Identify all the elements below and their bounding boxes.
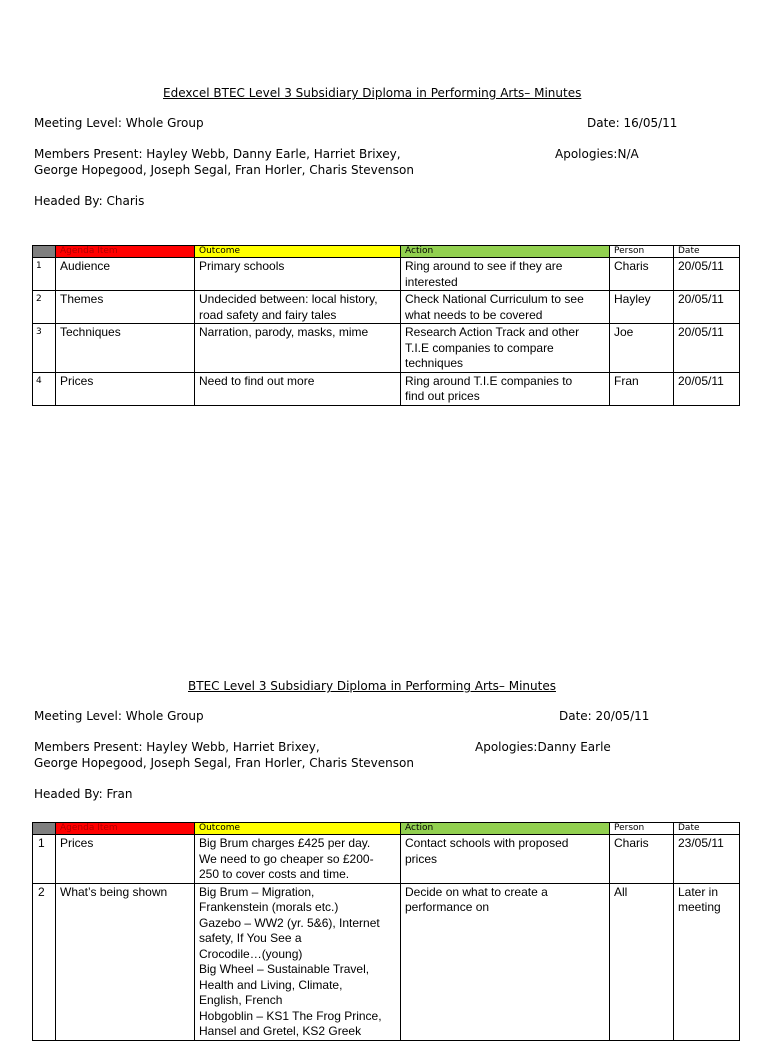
row-number: 2: [33, 291, 56, 324]
minutes-1-members-line-2: George Hopegood, Joseph Segal, Fran Horler, Charis Stevenson: [34, 163, 414, 177]
action-cell: [401, 291, 610, 324]
outcome-line: Primary schools: [199, 259, 285, 273]
outcome-cell: [195, 372, 401, 405]
agenda-item-cell: Audience: [56, 258, 195, 291]
agenda-item-cell: Themes: [56, 291, 195, 324]
person-cell: Charis: [610, 258, 674, 291]
date-line: Later in: [678, 884, 719, 899]
table-header-row: [33, 823, 740, 835]
table-row: [33, 258, 740, 291]
table-row: [33, 883, 740, 1040]
minutes-2-members-line-1: Members Present: Hayley Webb, Harriet Brixey,: [34, 740, 320, 754]
minutes-1-title: Edexcel BTEC Level 3 Subsidiary Diploma in Performing Arts– Minutes: [163, 86, 582, 100]
minutes-1-meeting-level: Meeting Level: Whole Group: [34, 116, 204, 130]
date-line: 23/05/11: [678, 836, 724, 850]
row-number: 3: [33, 324, 56, 373]
minutes-2-meeting-level: Meeting Level: Whole Group: [34, 709, 204, 723]
row-number: 2: [33, 883, 56, 1040]
date-line: 20/05/11: [678, 325, 724, 339]
minutes-2-title: BTEC Level 3 Subsidiary Diploma in Performing Arts– Minutes: [188, 679, 556, 693]
header-agenda-item: Agenda Item: [56, 823, 195, 835]
header-person: Person: [610, 246, 674, 258]
header-agenda-item: Agenda Item: [56, 246, 195, 258]
header-outcome: Outcome: [195, 823, 401, 835]
agenda-item-cell: Techniques: [56, 324, 195, 373]
action-cell: [401, 883, 610, 1040]
outcome-line: 250 to cover costs and time.: [199, 867, 350, 881]
outcome-line: Undecided between: local history,: [199, 292, 378, 306]
minutes-2-date: Date: 20/05/11: [559, 709, 650, 723]
action-line: interested: [405, 274, 458, 289]
person-cell: All: [610, 883, 674, 1040]
agenda-item-cell: Prices: [56, 372, 195, 405]
action-line: Ring around to see if they are: [405, 259, 563, 273]
date-cell: [674, 372, 740, 405]
outcome-cell: [195, 291, 401, 324]
header-action: Action: [401, 823, 610, 835]
action-line: prices: [405, 851, 438, 866]
action-line: find out prices: [405, 389, 480, 403]
header-outcome: Outcome: [195, 246, 401, 258]
outcome-line: safety, If You See a: [199, 931, 302, 945]
header-blank-cell: [33, 823, 56, 835]
person-cell: Hayley: [610, 291, 674, 324]
header-date: Date: [674, 823, 740, 835]
minutes-2-agenda-table: [32, 822, 740, 1041]
minutes-1-agenda-table: [32, 245, 740, 406]
date-cell: [674, 291, 740, 324]
person-cell: Fran: [610, 372, 674, 405]
outcome-line: Health and Living, Climate,: [199, 977, 343, 992]
agenda-item-cell: Prices: [56, 835, 195, 884]
date-cell: [674, 324, 740, 373]
outcome-line: Need to find out more: [199, 373, 315, 388]
action-line: techniques: [405, 356, 464, 370]
minutes-2-apologies: Apologies:Danny Earle: [475, 740, 611, 754]
action-line: what needs to be covered: [405, 307, 543, 322]
date-cell: [674, 258, 740, 291]
minutes-2-members-line-2: George Hopegood, Joseph Segal, Fran Horler, Charis Stevenson: [34, 756, 414, 770]
row-number: 4: [33, 372, 56, 405]
minutes-1-table-body: [33, 258, 740, 406]
outcome-cell: [195, 883, 401, 1040]
action-line: performance on: [405, 900, 490, 914]
header-action: Action: [401, 246, 610, 258]
action-line: Ring around T.I.E companies to: [405, 373, 573, 388]
header-date: Date: [674, 246, 740, 258]
outcome-line: Frankenstein (morals etc.): [199, 900, 339, 914]
outcome-line: Big Wheel – Sustainable Travel,: [199, 962, 370, 976]
action-line: Check National Curriculum to see: [405, 292, 584, 306]
minutes-2-headed-by: Headed By: Fran: [34, 787, 133, 801]
outcome-line: Narration, parody, masks, mime: [199, 325, 369, 339]
outcome-line: Big Brum – Migration,: [199, 884, 315, 899]
outcome-line: Hansel and Gretel, KS2 Greek: [199, 1024, 362, 1038]
action-line: T.I.E companies to compare: [405, 340, 554, 355]
header-person: Person: [610, 823, 674, 835]
action-line: Contact schools with proposed: [405, 836, 569, 850]
table-row: [33, 291, 740, 324]
minutes-1-members-line-1: Members Present: Hayley Webb, Danny Earle, Harriet Brixey,: [34, 147, 401, 161]
action-cell: [401, 324, 610, 373]
table-row: [33, 324, 740, 373]
date-cell: [674, 835, 740, 884]
outcome-line: Hobgoblin – KS1 The Frog Prince,: [199, 1008, 382, 1023]
outcome-cell: [195, 324, 401, 373]
outcome-line: Gazebo – WW2 (yr. 5&6), Internet: [199, 915, 380, 930]
outcome-line: English, French: [199, 993, 283, 1007]
table-row: [33, 835, 740, 884]
outcome-line: Crocodile…(young): [199, 946, 303, 961]
table-header-row: [33, 246, 740, 258]
action-line: Decide on what to create a: [405, 884, 548, 899]
minutes-1-date: Date: 16/05/11: [587, 116, 678, 130]
person-cell: Charis: [610, 835, 674, 884]
action-cell: [401, 835, 610, 884]
minutes-1-headed-by: Headed By: Charis: [34, 194, 145, 208]
table-row: [33, 372, 740, 405]
date-line: 20/05/11: [678, 292, 724, 306]
minutes-1-apologies: Apologies:N/A: [555, 147, 639, 161]
date-line: 20/05/11: [678, 373, 724, 388]
header-blank-cell: [33, 246, 56, 258]
action-cell: [401, 372, 610, 405]
agenda-item-cell: What’s being shown: [56, 883, 195, 1040]
row-number: 1: [33, 835, 56, 884]
outcome-line: We need to go cheaper so £200-: [199, 851, 374, 866]
row-number: 1: [33, 258, 56, 291]
action-cell: [401, 258, 610, 291]
outcome-cell: [195, 258, 401, 291]
date-line: meeting: [678, 900, 721, 914]
minutes-2-table-body: [33, 835, 740, 1041]
date-cell: [674, 883, 740, 1040]
outcome-line: road safety and fairy tales: [199, 307, 337, 322]
date-line: 20/05/11: [678, 259, 724, 273]
action-line: Research Action Track and other: [405, 325, 580, 339]
outcome-cell: [195, 835, 401, 884]
outcome-line: Big Brum charges £425 per day.: [199, 836, 371, 850]
person-cell: Joe: [610, 324, 674, 373]
